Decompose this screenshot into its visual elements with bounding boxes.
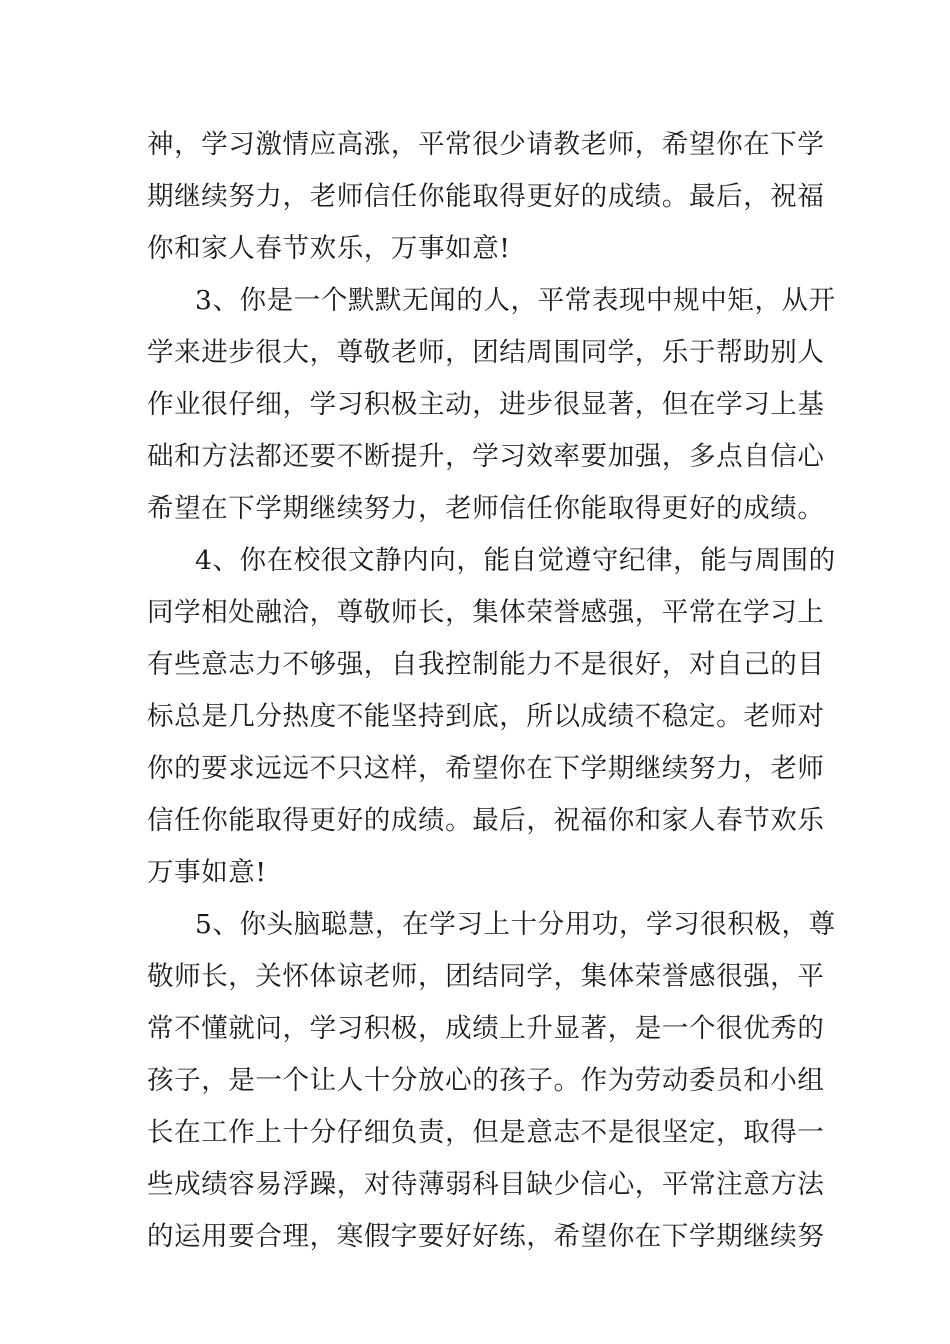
text-line: 标总是几分热度不能坚持到底，所以成绩不稳定。老师对: [147, 701, 825, 732]
text-line: 希望在下学期继续努力，老师信任你能取得更好的成绩。: [147, 493, 825, 524]
text-line: 有些意志力不够强，自我控制能力不是很好，对自己的目: [147, 649, 825, 680]
text-line: 同学相处融洽，尊敬师长，集体荣誉感强，平常在学习上: [147, 597, 825, 628]
text-line: 作业很仔细，学习积极主动，进步很显著，但在学习上基: [147, 389, 825, 420]
text-line: 孩子，是一个让人十分放心的孩子。作为劳动委员和小组: [147, 1065, 825, 1096]
text-line: 些成绩容易浮躁，对待薄弱科目缺少信心，平常注意方法: [147, 1169, 825, 1200]
text-line: 神，学习激情应高涨，平常很少请教老师，希望你在下学: [147, 129, 825, 160]
paragraph-4-start: 4、你在校很文静内向，能自觉遵守纪律，能与周围的: [195, 545, 836, 576]
text-line: 信任你能取得更好的成绩。最后，祝福你和家人春节欢乐: [147, 805, 825, 836]
text-line: 敬师长，关怀体谅老师，团结同学，集体荣誉感很强，平: [147, 961, 825, 992]
text-line: 你的要求远远不只这样，希望你在下学期继续努力，老师: [147, 753, 825, 784]
paragraph-3-start: 3、你是一个默默无闻的人，平常表现中规中矩，从开: [195, 285, 836, 316]
paragraph-5-start: 5、你头脑聪慧，在学习上十分用功，学习很积极，尊: [195, 909, 836, 940]
text-line: 万事如意!: [147, 857, 267, 888]
text-line: 你和家人春节欢乐，万事如意!: [147, 233, 511, 264]
text-line: 学来进步很大，尊敬老师，团结周围同学，乐于帮助别人: [147, 337, 825, 368]
text-line: 长在工作上十分仔细负责，但是意志不是很坚定，取得一: [147, 1117, 825, 1148]
text-line: 常不懂就问，学习积极，成绩上升显著，是一个很优秀的: [147, 1013, 825, 1044]
text-line: 期继续努力，老师信任你能取得更好的成绩。最后，祝福: [147, 181, 825, 212]
text-line: 础和方法都还要不断提升，学习效率要加强，多点自信心: [147, 441, 825, 472]
text-line: 的运用要合理，寒假字要好好练，希望你在下学期继续努: [147, 1221, 825, 1252]
